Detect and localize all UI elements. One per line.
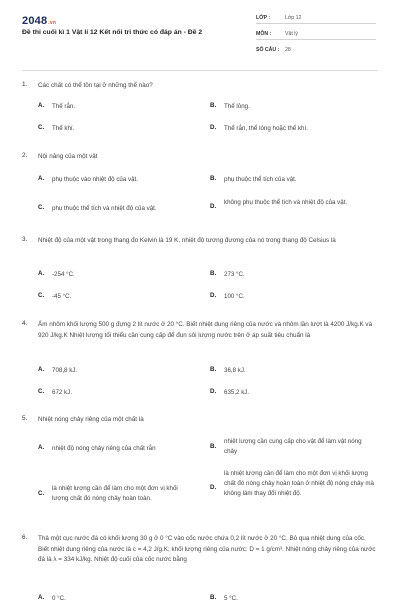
site-logo[interactable]: 2048.vn: [22, 15, 57, 27]
question-text: Nội năng của một vật: [38, 153, 98, 160]
question-text: Nhiệt độ của một vật trong thang đo Kelvin là 19 K, nhiệt độ tương đương của nó trong thang độ Celsius là: [38, 237, 336, 244]
document-header: 2048.vn Đề thi cuối kì 1 Vật lí 12 Kết nối tri thức có đáp án - Đề 2 LỚP : Lớp 12 MÔN : Vật lý SỐ CÂU : 28: [0, 0, 400, 70]
question-text: Thả một cục nước đá có khối lượng 30 g ở 0 °C vào cốc nước chứa 0,2 lít nước ở 20 °C. Bỏ qua nhiệt dung của cốc. Biết nhiệt dung riêng của nước là c = 4,2 J/g.K; khối lượng riêng của nước: D = 1 g/cm³. Nhiệt nóng chảy riêng của nước đá là λ = 334 kJ/kg. Nhiệt độ cuối của cốc nước bằng: [38, 535, 376, 564]
document-title: Đề thi cuối kì 1 Vật lí 12 Kết nối tri thức có đáp án - Đề 2: [22, 29, 203, 36]
header-divider: [22, 70, 378, 71]
question-text: Các chất có thể tồn tại ở những thể nào?: [38, 82, 153, 89]
question-text: Nhiệt nóng chảy riêng của một chất là: [38, 416, 144, 423]
question-text: Ấm nhôm khối lượng 500 g đựng 2 lít nước ở 20 °C. Biết nhiệt dung riêng của nước và nhôm lần lượt là 4200 J/kg.K và 920 J/kg.K Nhiệt lượng tối thiểu cần cung cấp để đun sôi lượng nước trên ở áp suất tiêu chuẩn là: [38, 321, 373, 339]
